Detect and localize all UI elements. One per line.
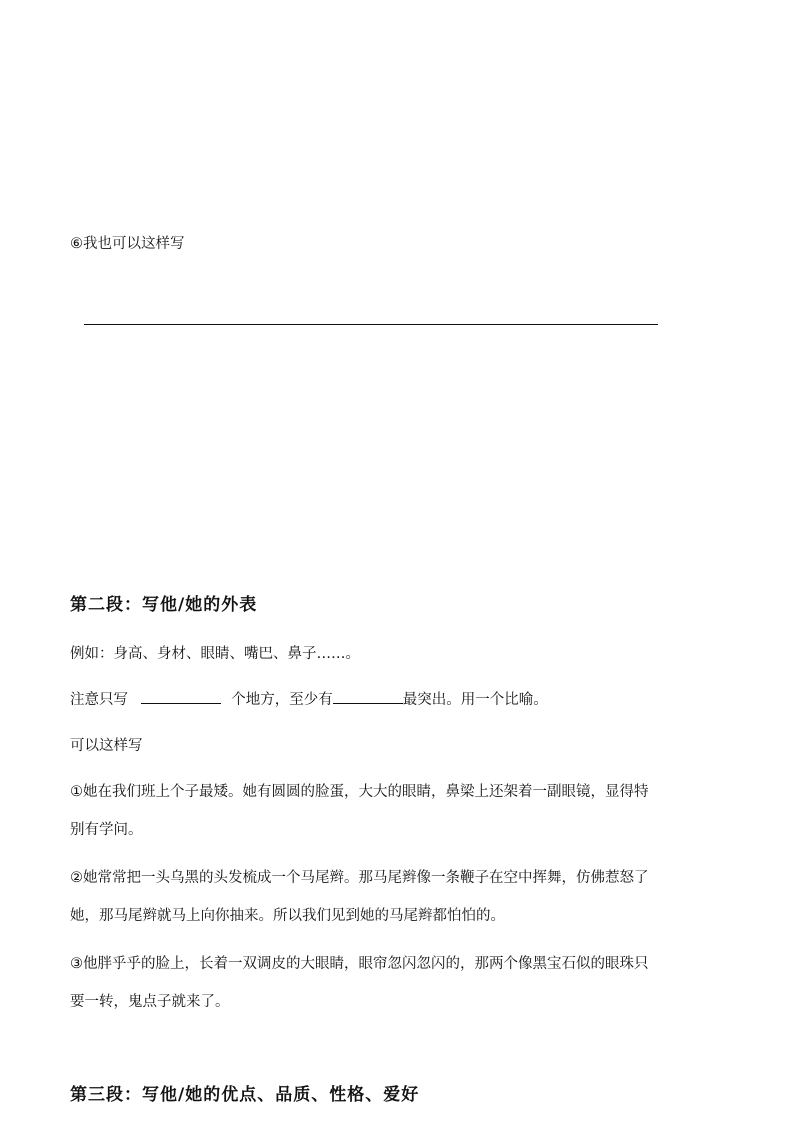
note-line — [70, 688, 548, 709]
note-text-1: 注意只写 — [70, 692, 128, 708]
fill-blank-count[interactable] — [141, 689, 221, 704]
note-text-2: 个地方，至少有 — [231, 692, 333, 708]
example-3-line-2: 要一转，鬼点子就来了。 — [70, 994, 230, 1010]
example-2-line-1: ②她常常把一头乌黑的头发梳成一个马尾辫。那马尾辫像一条鞭子在空中挥舞，仿佛惹怒了 — [70, 870, 649, 886]
can-write-label: 可以这样写 — [70, 738, 143, 754]
note-text-3: 最突出。用一个比喻。 — [402, 692, 548, 708]
heading-paragraph-three: 第三段：写他/她的优点、品质、性格、爱好 — [70, 1085, 420, 1105]
example-3-line-1: ③他胖乎乎的脸上，长着一双调皮的大眼睛，眼帘忽闪忽闪的，那两个像黑宝石似的眼珠只 — [70, 956, 649, 972]
example-list-line: 例如：身高、身材、眼睛、嘴巴、鼻子……。 — [70, 646, 360, 662]
fill-blank-feature[interactable] — [333, 689, 403, 704]
section-prompt: ⑥我也可以这样写 — [70, 236, 185, 252]
example-1-line-1: ①她在我们班上个子最矮。她有圆圆的脸蛋，大大的眼睛，鼻梁上还架着一副眼镜，显得特 — [70, 784, 649, 800]
example-1-line-2: 别有学问。 — [70, 822, 143, 838]
answer-line — [84, 324, 658, 325]
example-2-line-2: 她，那马尾辫就马上向你抽来。所以我们见到她的马尾辫都怕怕的。 — [70, 908, 505, 924]
heading-paragraph-two: 第二段：写他/她的外表 — [70, 595, 258, 615]
